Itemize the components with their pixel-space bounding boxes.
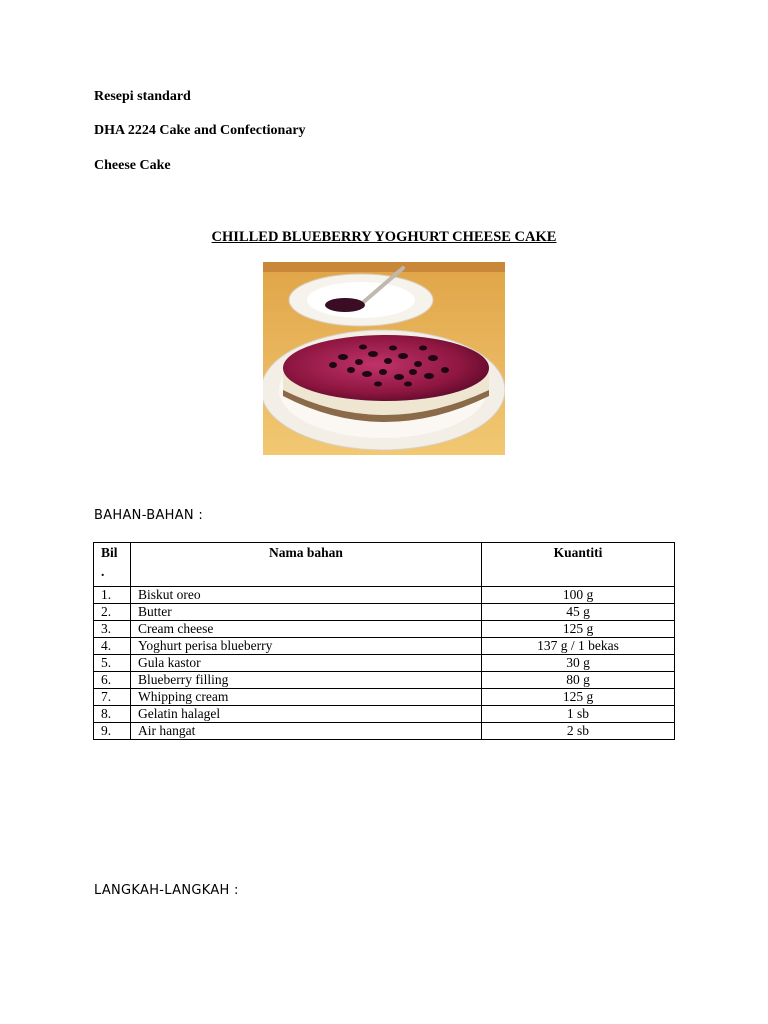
steps-heading: LANGKAH-LANGKAH :	[94, 883, 239, 898]
row-number: 1.	[94, 587, 131, 604]
header-bil-dot: .	[101, 564, 105, 579]
row-number: 6.	[94, 672, 131, 689]
ingredient-qty: 137 g / 1 bekas	[482, 638, 675, 655]
row-number: 7.	[94, 689, 131, 706]
ingredient-name: Yoghurt perisa blueberry	[131, 638, 482, 655]
row-number: 8.	[94, 706, 131, 723]
row-number: 2.	[94, 604, 131, 621]
ingredient-name: Blueberry filling	[131, 672, 482, 689]
ingredient-name: Whipping cream	[131, 689, 482, 706]
ingredient-name: Gelatin halagel	[131, 706, 482, 723]
ingredient-name: Gula kastor	[131, 655, 482, 672]
row-number: 4.	[94, 638, 131, 655]
ingredient-qty: 1 sb	[482, 706, 675, 723]
ingredient-name: Cream cheese	[131, 621, 482, 638]
row-number: 9.	[94, 723, 131, 740]
table-row	[94, 672, 675, 689]
ingredient-name: Biskut oreo	[131, 587, 482, 604]
header-name: Nama bahan	[131, 543, 482, 587]
header-bil	[94, 543, 131, 587]
table-row	[94, 638, 675, 655]
ingredient-qty: 125 g	[482, 689, 675, 706]
header-qty: Kuantiti	[482, 543, 675, 587]
recipe-title: CHILLED BLUEBERRY YOGHURT CHEESE CAKE	[211, 229, 557, 245]
row-number: 3.	[94, 621, 131, 638]
ingredient-qty: 80 g	[482, 672, 675, 689]
ingredients-table	[93, 542, 675, 740]
table-row	[94, 706, 675, 723]
ingredients-heading: BAHAN-BAHAN :	[94, 508, 204, 523]
header-bil-label: Bil	[101, 545, 118, 560]
ingredient-name: Air hangat	[131, 723, 482, 740]
ingredient-qty: 125 g	[482, 621, 675, 638]
table-row	[94, 655, 675, 672]
category-label: Cheese Cake	[94, 158, 171, 173]
cheesecake-photo	[263, 262, 505, 455]
ingredient-qty: 30 g	[482, 655, 675, 672]
ingredient-name: Butter	[131, 604, 482, 621]
table-row	[94, 604, 675, 621]
ingredient-qty: 2 sb	[482, 723, 675, 740]
ingredient-qty: 45 g	[482, 604, 675, 621]
table-row	[94, 689, 675, 706]
table-row	[94, 587, 675, 604]
course-label: DHA 2224 Cake and Confectionary	[94, 123, 306, 138]
table-row	[94, 723, 675, 740]
row-number: 5.	[94, 655, 131, 672]
ingredient-qty: 100 g	[482, 587, 675, 604]
table-header-row	[94, 543, 675, 587]
table-row	[94, 621, 675, 638]
doc-type-label: Resepi standard	[94, 89, 191, 104]
